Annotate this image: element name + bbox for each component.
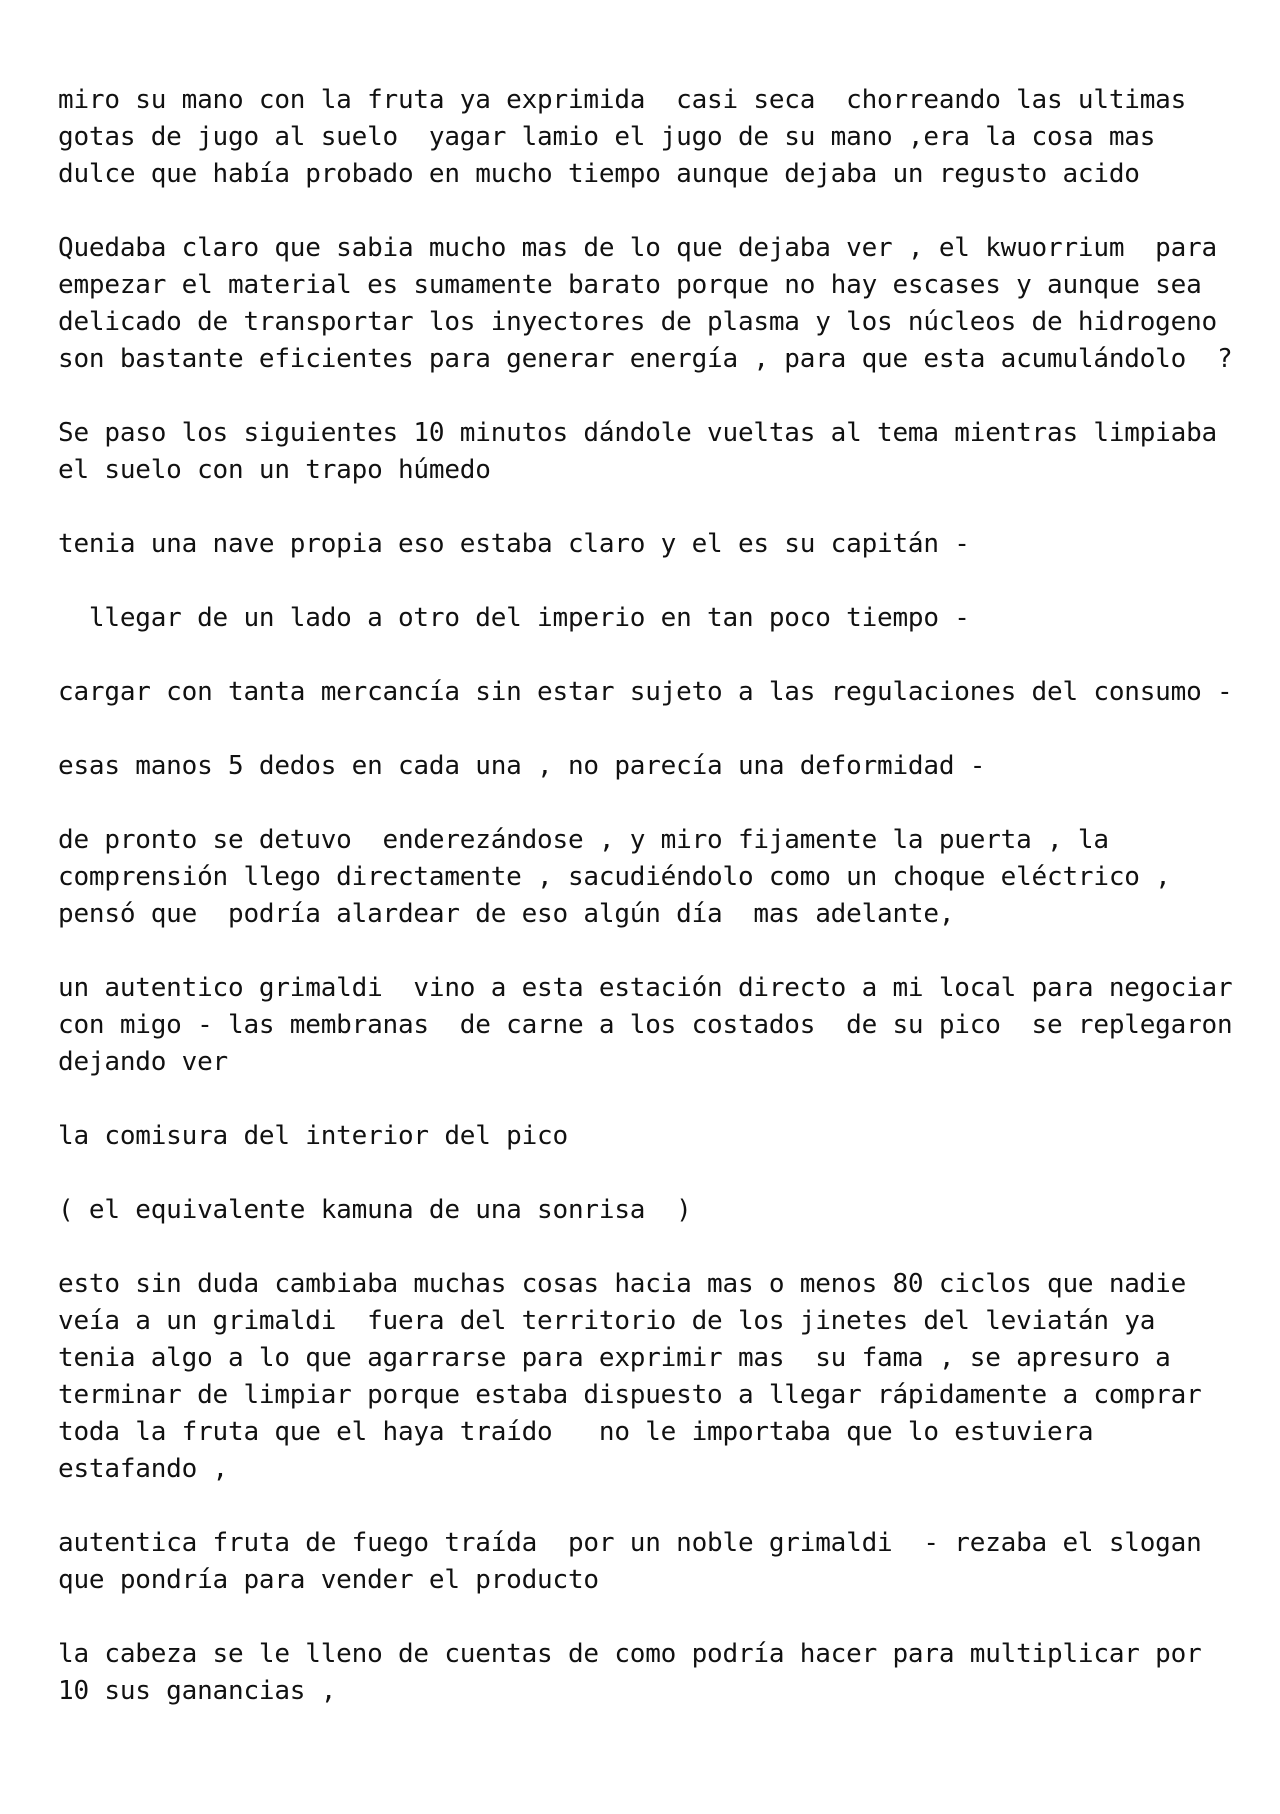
paragraph — [58, 600, 1248, 637]
paragraph — [58, 674, 1248, 711]
text-line: llegar de un lado a otro del imperio en tan poco tiempo - — [58, 603, 970, 633]
text-line: gotas de jugo al suelo yagar lamio el jugo de su mano ,era la cosa mas — [58, 122, 1156, 152]
text-line: Se paso los siguientes 10 minutos dándole vueltas al tema mientras limpiaba — [58, 418, 1217, 448]
text-line: que pondría para vender el producto — [58, 1565, 599, 1595]
text-line: terminar de limpiar porque estaba dispuesto a llegar rápidamente a comprar — [58, 1380, 1202, 1410]
paragraph — [58, 1118, 1248, 1155]
text-line: Quedaba claro que sabia mucho mas de lo que dejaba ver , el kwuorrium para — [58, 233, 1217, 263]
text-line: esas manos 5 dedos en cada una , no parecía una deformidad - — [58, 751, 986, 781]
text-line: de pronto se detuvo enderezándose , y miro fijamente la puerta , la — [58, 825, 1109, 855]
paragraph — [58, 1266, 1248, 1488]
text-line: el suelo con un trapo húmedo — [58, 455, 491, 485]
text-line: un autentico grimaldi vino a esta estación directo a mi local para negociar — [58, 973, 1233, 1003]
text-line: pensó que podría alardear de eso algún día mas adelante, — [58, 899, 955, 929]
paragraph — [58, 526, 1248, 563]
paragraph — [58, 1525, 1248, 1599]
paragraph — [58, 748, 1248, 785]
text-line: cargar con tanta mercancía sin estar sujeto a las regulaciones del consumo - — [58, 677, 1233, 707]
paragraph — [58, 1192, 1248, 1229]
text-line: estafando , — [58, 1454, 228, 1484]
text-line: toda la fruta que el haya traído no le importaba que lo estuviera — [58, 1417, 1094, 1447]
text-line: esto sin duda cambiaba muchas cosas hacia mas o menos 80 ciclos que nadie — [58, 1269, 1187, 1299]
text-line: tenia una nave propia eso estaba claro y el es su capitán - — [58, 529, 970, 559]
text-line: tenia algo a lo que agarrarse para exprimir mas su fama , se apresuro a — [58, 1343, 1171, 1373]
document-page — [58, 82, 1248, 1710]
paragraph — [58, 415, 1248, 489]
paragraph — [58, 822, 1248, 933]
text-line: veía a un grimaldi fuera del territorio de los jinetes del leviatán ya — [58, 1306, 1156, 1336]
text-line: delicado de transportar los inyectores de plasma y los núcleos de hidrogeno — [58, 307, 1217, 337]
text-line: son bastante eficientes para generar energía , para que esta acumulándolo ? — [58, 344, 1233, 374]
text-line: dejando ver — [58, 1047, 228, 1077]
text-line: ( el equivalente kamuna de una sonrisa ) — [58, 1195, 692, 1225]
text-line: comprensión llego directamente , sacudiéndolo como un choque eléctrico , — [58, 862, 1171, 892]
text-line: con migo - las membranas de carne a los costados de su pico se replegaron — [58, 1010, 1233, 1040]
text-line: autentica fruta de fuego traída por un noble grimaldi - rezaba el slogan — [58, 1528, 1202, 1558]
text-line: miro su mano con la fruta ya exprimida casi seca chorreando las ultimas — [58, 85, 1187, 115]
text-line: la cabeza se le lleno de cuentas de como podría hacer para multiplicar por — [58, 1639, 1202, 1669]
text-line: empezar el material es sumamente barato porque no hay escases y aunque sea — [58, 270, 1202, 300]
paragraph — [58, 82, 1248, 193]
paragraph — [58, 1636, 1248, 1710]
paragraph — [58, 230, 1248, 378]
text-line: la comisura del interior del pico — [58, 1121, 568, 1151]
paragraph — [58, 970, 1248, 1081]
text-line: 10 sus ganancias , — [58, 1676, 337, 1706]
text-line: dulce que había probado en mucho tiempo aunque dejaba un regusto acido — [58, 159, 1140, 189]
